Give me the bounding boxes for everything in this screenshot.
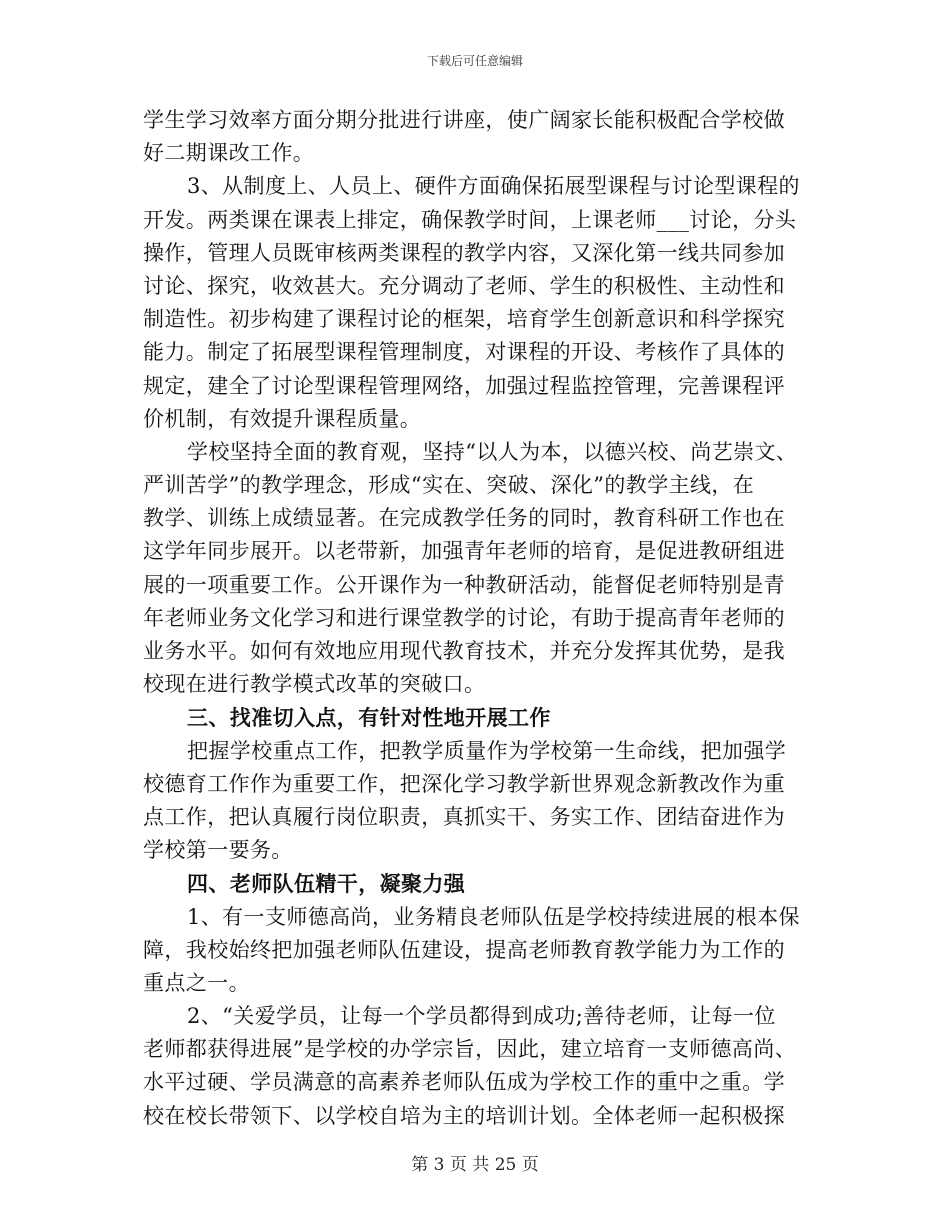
text-line: 展的一项重要工作。公开课作为一种教研活动，能督促老师特别是青 [143,572,785,597]
text-line: 3、从制度上、人员上、硬件方面确保拓展型课程与讨论型课程的 [187,174,800,199]
text-line: 好二期课改工作。 [143,141,315,166]
text-line: 点工作，把认真履行岗位职责，真抓实干、务实工作、团结奋进作为 [143,804,785,829]
text-line: 校德育工作作为重要工作，把深化学习教学新世界观念新教改作为重 [143,771,785,796]
page-footer: 第 3 页 共 25 页 [411,1155,539,1175]
text-line: 规定，建全了讨论型课程管理网络，加强过程监控管理，完善课程评 [143,373,785,398]
text-line: 学校第一要务。 [143,838,293,863]
text-line: 讨论、探究，收效甚大。充分调动了老师、学生的积极性、主动性和 [143,273,785,298]
text-line: 价机制，有效提升课程质量。 [143,406,422,431]
text-line: 业务水平。如何有效地应用现代教育技术，并充分发挥其优势，是我 [143,639,785,663]
page-header: 下载后可任意编辑 [426,54,523,68]
section-heading-line: 四、老师队伍精干，凝聚力强 [187,871,466,897]
text-line: 老师都获得进展”是学校的办学宗旨，因此，建立培育一支师德高尚、 [143,1037,797,1062]
text-line: 校在校长带领下、以学校自培为主的培训计划。全体老师一起积极探 [143,1103,785,1128]
text-line: 1、有一支师德高尚，业务精良老师队伍是学校持续进展的根本保 [187,904,800,929]
text-line: 能力。制定了拓展型课程管理制度，对课程的开设、考核作了具体的 [143,340,785,365]
text-line: 开发。两类课在课表上排定，确保教学时间，上课老师___讨论，分头 [143,207,797,232]
text-line: 教学、训练上成绩显著。在完成教学任务的同时，教育科研工作也在 [143,506,785,531]
text-line: 制造性。初步构建了课程讨论的框架，培育学生创新意识和科学探究 [143,307,785,332]
text-line: 操作，管理人员既审核两类课程的教学内容，又深化第一线共同参加 [143,240,785,265]
text-line: 重点之一。 [143,970,250,995]
text-line: 学校坚持全面的教育观，坚持“以人为本，以德兴校、尚艺崇文、 [187,439,798,464]
text-line: 水平过硬、学员满意的高素养老师队伍成为学校工作的重中之重。学 [143,1070,785,1095]
document-body [143,104,823,1133]
text-line: 这学年同步展开。以老带新，加强青年老师的培育，是促进教研组进 [143,539,785,564]
text-line: 把握学校重点工作，把教学质量作为学校第一生命线，把加强学 [187,738,787,763]
text-line: 2、“关爱学员，让每一个学员都得到成功;善待老师，让每一位 [187,1004,776,1029]
text-line: 严训苦学”的教学理念，形成“实在、突破、深化”的教学主线，在 [143,473,755,498]
text-line: 学生学习效率方面分期分批进行讲座，使广阔家长能积极配合学校做 [143,108,785,132]
text-line: 年老师业务文化学习和进行课堂教学的讨论，有助于提高青年老师的 [143,605,785,630]
text-line: 障，我校始终把加强老师队伍建设，提高老师教育教学能力为工作的 [143,937,785,962]
section-heading-line: 三、找准切入点，有针对性地开展工作 [187,705,551,731]
text-line: 校现在进行教学模式改革的突破口。 [143,672,486,697]
